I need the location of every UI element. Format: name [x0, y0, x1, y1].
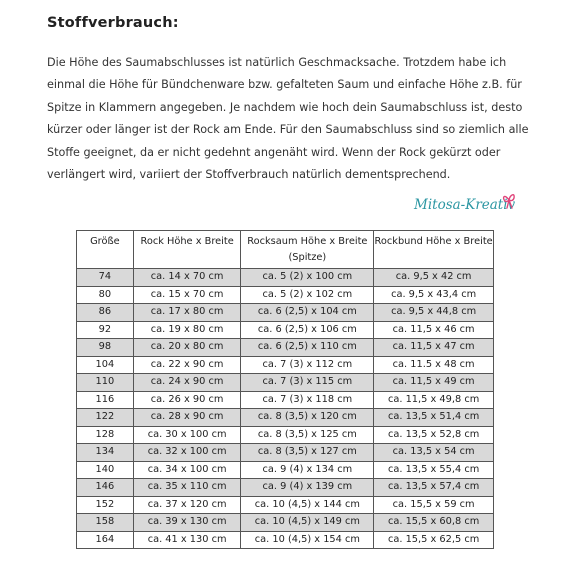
table-cell: ca. 8 (3,5) x 120 cm	[241, 409, 374, 427]
table-cell: ca. 35 x 110 cm	[133, 479, 241, 497]
table-cell: 146	[77, 479, 134, 497]
table-row	[77, 514, 494, 532]
header-waistband: Rockbund Höhe x Breite	[374, 231, 494, 269]
table-cell: ca. 7 (3) x 112 cm	[241, 356, 374, 374]
page-title: Stoffverbrauch:	[47, 15, 179, 31]
paragraph-line: verlängert wird, variiert der Stoffverbrauch natürlich dementsprechend.	[47, 168, 451, 182]
table-cell: ca. 30 x 100 cm	[133, 426, 241, 444]
table-row	[77, 496, 494, 514]
table-cell: 140	[77, 461, 134, 479]
table-cell: ca. 13,5 x 52,8 cm	[374, 426, 494, 444]
table-cell: ca. 13,5 x 54 cm	[374, 444, 494, 462]
table-cell: 116	[77, 391, 134, 409]
table-cell: ca. 13,5 x 57,4 cm	[374, 479, 494, 497]
table-cell: ca. 32 x 100 cm	[133, 444, 241, 462]
table-cell: ca. 8 (3,5) x 125 cm	[241, 426, 374, 444]
table-cell: ca. 9,5 x 43,4 cm	[374, 286, 494, 304]
table-cell: ca. 8 (3,5) x 127 cm	[241, 444, 374, 462]
table-cell: ca. 39 x 130 cm	[133, 514, 241, 532]
table-cell: ca. 7 (3) x 115 cm	[241, 374, 374, 392]
table-cell: ca. 28 x 90 cm	[133, 409, 241, 427]
table-cell: ca. 24 x 90 cm	[133, 374, 241, 392]
table-cell: 110	[77, 374, 134, 392]
table-header-row	[77, 231, 494, 269]
table-cell: ca. 11,5 x 47 cm	[374, 339, 494, 357]
table-cell: ca. 6 (2,5) x 106 cm	[241, 321, 374, 339]
table-row	[77, 321, 494, 339]
table-cell: 74	[77, 269, 134, 287]
table-row	[77, 409, 494, 427]
paragraph-line: Stoffe geeignet, da er nicht gedehnt angenäht wird. Wenn der Rock gekürzt oder	[47, 145, 501, 159]
intro-paragraph	[47, 52, 537, 186]
table-cell: ca. 11,5 x 49,8 cm	[374, 391, 494, 409]
table-row	[77, 374, 494, 392]
table-cell: ca. 26 x 90 cm	[133, 391, 241, 409]
table-cell: ca. 9 (4) x 139 cm	[241, 479, 374, 497]
bow-icon	[501, 190, 517, 210]
table-cell: ca. 7 (3) x 118 cm	[241, 391, 374, 409]
table-row	[77, 286, 494, 304]
table-row	[77, 531, 494, 549]
table-cell: ca. 14 x 70 cm	[133, 269, 241, 287]
table-cell: 92	[77, 321, 134, 339]
table-cell: ca. 10 (4,5) x 144 cm	[241, 496, 374, 514]
table-cell: ca. 6 (2,5) x 110 cm	[241, 339, 374, 357]
header-skirt: Rock Höhe x Breite	[133, 231, 241, 269]
table-cell: ca. 19 x 80 cm	[133, 321, 241, 339]
table-cell: 134	[77, 444, 134, 462]
table-cell: ca. 15,5 x 62,5 cm	[374, 531, 494, 549]
table-row	[77, 444, 494, 462]
table-cell: 80	[77, 286, 134, 304]
table-cell: 98	[77, 339, 134, 357]
table-cell: 128	[77, 426, 134, 444]
brand-logo	[410, 190, 518, 220]
table-cell: ca. 9 (4) x 134 cm	[241, 461, 374, 479]
paragraph-line: kürzer oder länger ist der Rock am Ende. Für den Saumabschluss sind so ziemlich alle	[47, 123, 529, 137]
table-row	[77, 426, 494, 444]
table-cell: ca. 15,5 x 59 cm	[374, 496, 494, 514]
paragraph-line: Die Höhe des Saumabschlusses ist natürlich Geschmacksache. Trotzdem habe ich	[47, 56, 507, 69]
table-cell: ca. 17 x 80 cm	[133, 304, 241, 322]
table-cell: ca. 13,5 x 51,4 cm	[374, 409, 494, 427]
fabric-consumption-table	[76, 230, 494, 549]
table-cell: ca. 9,5 x 44,8 cm	[374, 304, 494, 322]
table-cell: ca. 5 (2) x 100 cm	[241, 269, 374, 287]
table-cell: 152	[77, 496, 134, 514]
table-cell: 158	[77, 514, 134, 532]
paragraph-line: einmal die Höhe für Bündchenware bzw. gefalteten Saum und einfache Höhe z.B. für	[47, 78, 522, 92]
table-cell: 104	[77, 356, 134, 374]
table-cell: ca. 13,5 x 55,4 cm	[374, 461, 494, 479]
table-row	[77, 356, 494, 374]
table-cell: ca. 22 x 90 cm	[133, 356, 241, 374]
table-cell: 122	[77, 409, 134, 427]
logo-text: Mitosa-Kreativ	[414, 197, 516, 213]
header-size: Größe	[77, 231, 134, 269]
table-cell: ca. 34 x 100 cm	[133, 461, 241, 479]
header-hem: Rocksaum Höhe x Breite (Spitze)	[241, 231, 374, 269]
table-row	[77, 269, 494, 287]
table-cell: ca. 11,5 x 49 cm	[374, 374, 494, 392]
table-cell: 86	[77, 304, 134, 322]
table-cell: ca. 15 x 70 cm	[133, 286, 241, 304]
table-cell: ca. 9,5 x 42 cm	[374, 269, 494, 287]
table-cell: ca. 11.5 x 48 cm	[374, 356, 494, 374]
paragraph-line: Spitze in Klammern angegeben. Je nachdem wie hoch dein Saumabschluss ist, desto	[47, 100, 523, 114]
table-cell: ca. 20 x 80 cm	[133, 339, 241, 357]
table-cell: ca. 10 (4,5) x 149 cm	[241, 514, 374, 532]
table-cell: ca. 5 (2) x 102 cm	[241, 286, 374, 304]
table-cell: ca. 15,5 x 60,8 cm	[374, 514, 494, 532]
table-cell: ca. 6 (2,5) x 104 cm	[241, 304, 374, 322]
table-row	[77, 304, 494, 322]
table-cell: ca. 37 x 120 cm	[133, 496, 241, 514]
table-row	[77, 391, 494, 409]
table-row	[77, 339, 494, 357]
table-cell: ca. 41 x 130 cm	[133, 531, 241, 549]
table-row	[77, 479, 494, 497]
table-cell: ca. 11,5 x 46 cm	[374, 321, 494, 339]
table-cell: 164	[77, 531, 134, 549]
table-row	[77, 461, 494, 479]
table-cell: ca. 10 (4,5) x 154 cm	[241, 531, 374, 549]
